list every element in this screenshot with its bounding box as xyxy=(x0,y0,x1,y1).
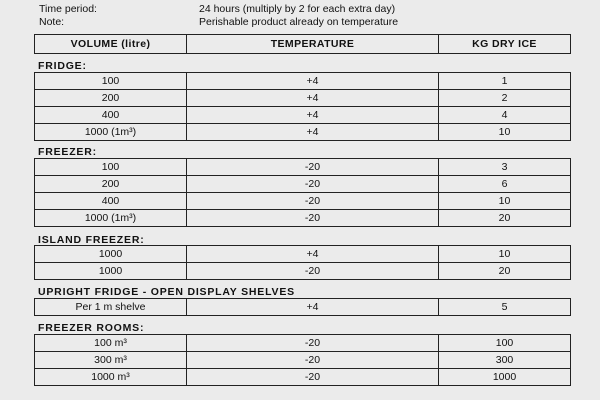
header-volume: VOLUME (litre) xyxy=(35,35,187,54)
table-row xyxy=(35,159,571,176)
section-title-fridge: FRIDGE: xyxy=(38,60,87,72)
volume-cell: 100 m³ xyxy=(35,335,187,352)
volume-cell: 1000 xyxy=(35,263,187,280)
temperature-cell: +4 xyxy=(187,73,439,90)
section-title-freezer: FREEZER: xyxy=(38,146,97,158)
table-row xyxy=(35,299,571,316)
table-row xyxy=(35,210,571,227)
volume-cell: Per 1 m shelve xyxy=(35,299,187,316)
temperature-cell: -20 xyxy=(187,193,439,210)
temperature-cell: +4 xyxy=(187,90,439,107)
table-row xyxy=(35,246,571,263)
table-row xyxy=(35,124,571,141)
temperature-cell: +4 xyxy=(187,124,439,141)
dry-ice-cell: 20 xyxy=(439,210,571,227)
dry-ice-cell: 6 xyxy=(439,176,571,193)
section-title-freezer-rooms: FREEZER ROOMS: xyxy=(38,322,145,334)
header-temperature: TEMPERATURE xyxy=(187,35,439,54)
upright-fridge-table xyxy=(34,298,571,316)
time-period-label: Time period: xyxy=(39,3,97,15)
freezer-table xyxy=(34,158,571,227)
column-header xyxy=(34,34,571,54)
dry-ice-cell: 10 xyxy=(439,193,571,210)
temperature-cell: -20 xyxy=(187,159,439,176)
volume-cell: 1000 m³ xyxy=(35,369,187,386)
section-title-island-freezer: ISLAND FREEZER: xyxy=(38,234,145,246)
temperature-cell: +4 xyxy=(187,299,439,316)
temperature-cell: -20 xyxy=(187,176,439,193)
note-label: Note: xyxy=(39,16,65,28)
dry-ice-cell: 4 xyxy=(439,107,571,124)
header-dry-ice: KG DRY ICE xyxy=(439,35,571,54)
volume-cell: 1000 (1m³) xyxy=(35,210,187,227)
table-row xyxy=(35,263,571,280)
temperature-cell: -20 xyxy=(187,210,439,227)
dry-ice-cell: 3 xyxy=(439,159,571,176)
volume-cell: 400 xyxy=(35,107,187,124)
table-row xyxy=(35,369,571,386)
temperature-cell: -20 xyxy=(187,263,439,280)
volume-cell: 200 xyxy=(35,90,187,107)
temperature-cell: -20 xyxy=(187,369,439,386)
fridge-table xyxy=(34,72,571,141)
time-period-value: 24 hours (multiply by 2 for each extra day) xyxy=(199,3,396,15)
table-row xyxy=(35,176,571,193)
dry-ice-cell: 1 xyxy=(439,73,571,90)
table-row xyxy=(35,73,571,90)
volume-cell: 200 xyxy=(35,176,187,193)
volume-cell: 300 m³ xyxy=(35,352,187,369)
volume-cell: 1000 xyxy=(35,246,187,263)
temperature-cell: -20 xyxy=(187,335,439,352)
dry-ice-cell: 10 xyxy=(439,124,571,141)
volume-cell: 400 xyxy=(35,193,187,210)
temperature-cell: +4 xyxy=(187,107,439,124)
table-row xyxy=(35,90,571,107)
temperature-cell: -20 xyxy=(187,352,439,369)
table-row xyxy=(35,352,571,369)
temperature-cell: +4 xyxy=(187,246,439,263)
dry-ice-cell: 5 xyxy=(439,299,571,316)
table-row xyxy=(35,335,571,352)
table-row xyxy=(35,107,571,124)
volume-cell: 100 xyxy=(35,159,187,176)
table-row xyxy=(35,193,571,210)
dry-ice-cell: 1000 xyxy=(439,369,571,386)
dry-ice-cell: 20 xyxy=(439,263,571,280)
dry-ice-cell: 300 xyxy=(439,352,571,369)
volume-cell: 1000 (1m³) xyxy=(35,124,187,141)
volume-cell: 100 xyxy=(35,73,187,90)
dry-ice-cell: 10 xyxy=(439,246,571,263)
island-freezer-table xyxy=(34,245,571,280)
dry-ice-cell: 100 xyxy=(439,335,571,352)
freezer-rooms-table xyxy=(34,334,571,386)
section-title-upright-fridge: UPRIGHT FRIDGE - OPEN DISPLAY SHELVES xyxy=(38,286,295,298)
dry-ice-cell: 2 xyxy=(439,90,571,107)
note-value: Perishable product already on temperature xyxy=(199,16,399,28)
